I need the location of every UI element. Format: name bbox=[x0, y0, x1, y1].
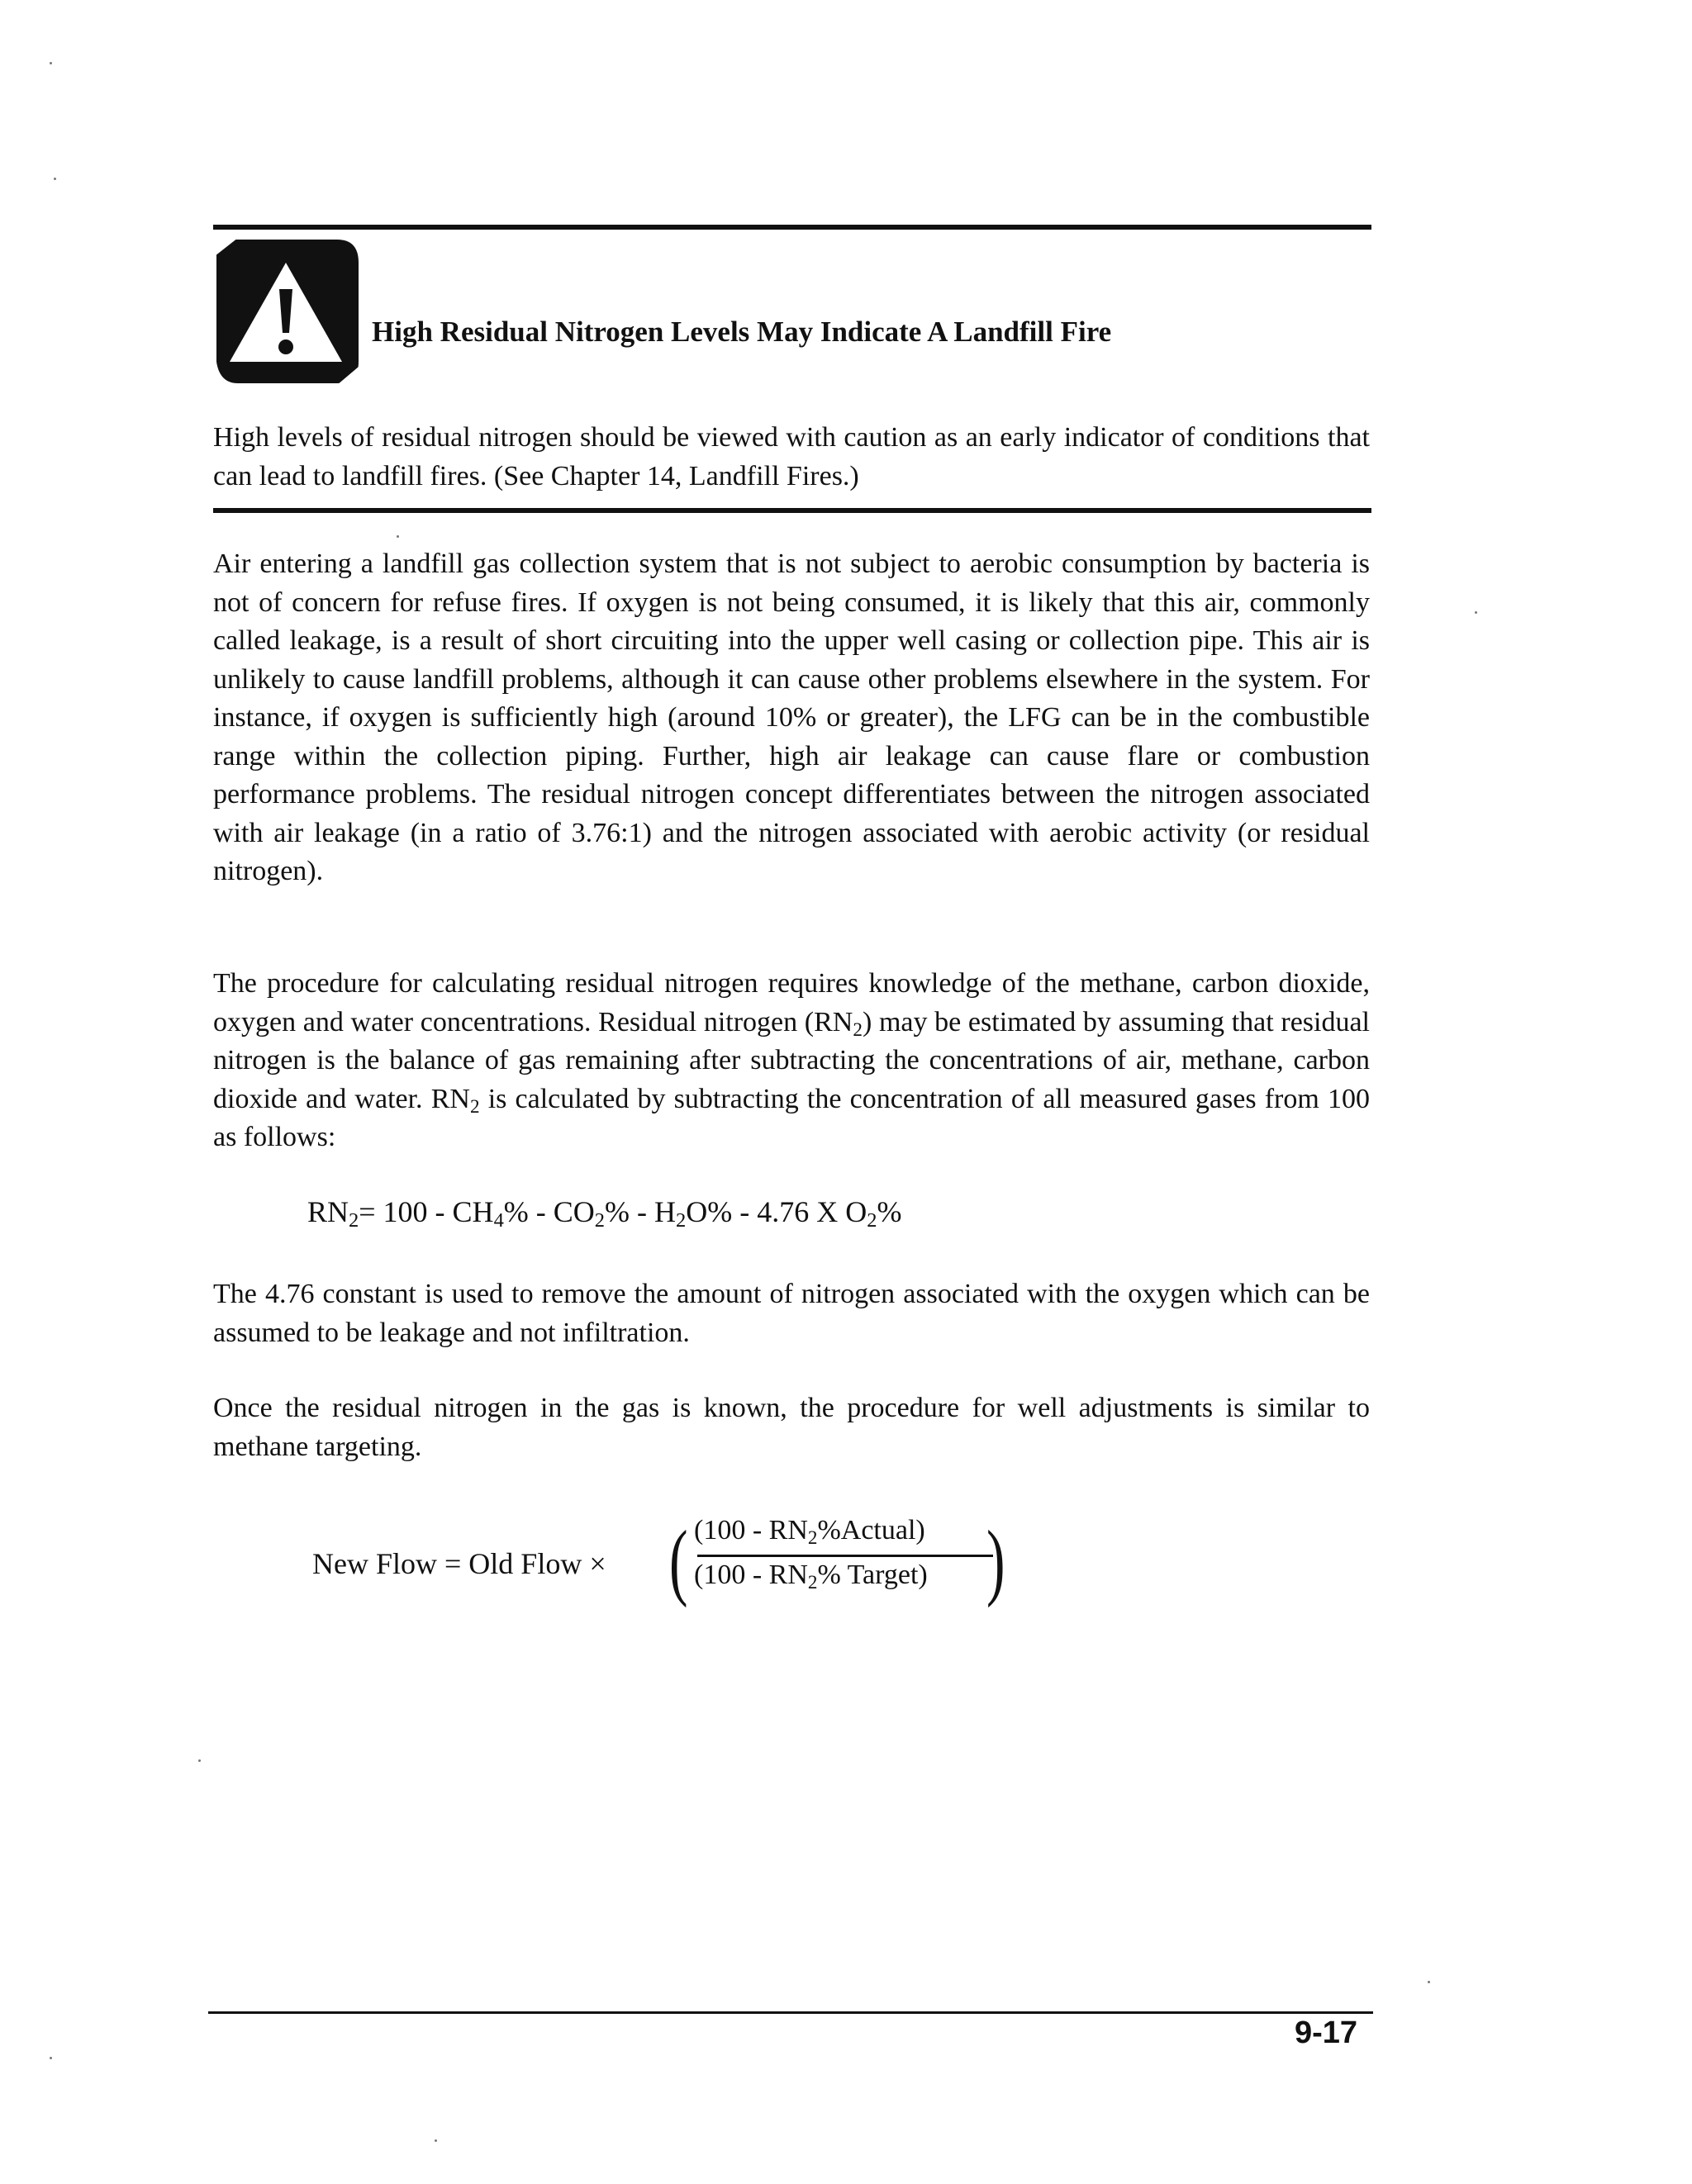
warning-bottom-rule bbox=[213, 508, 1371, 513]
page-number: 9-17 bbox=[1295, 2015, 1358, 2050]
footer-rule bbox=[208, 2011, 1373, 2014]
warning-text: High levels of residual nitrogen should be viewed with caution as an early indicator of conditions that can lead to landfill fires. (See Chapter 14, Landfill Fires.) bbox=[213, 422, 1370, 491]
scan-speck bbox=[198, 1759, 201, 1762]
residual-nitrogen-equation: $RN_2= 100 - CH_4\% - CO_2\% - H_2O\% - 4.76$ X $O_2\%$ bbox=[307, 1195, 902, 1232]
right-bracket: ) bbox=[986, 1513, 1005, 1608]
left-bracket: ( bbox=[669, 1513, 688, 1608]
paragraph-air-leakage: Air entering a landfill gas collection system that is not subject to aerobic consumption by bacteria is not of concern for refuse fires. If oxygen is not being consumed, it is likely that this air, commonly called leakage, is a result of short circuiting into the upper well casing or collection pipe. This air is unlikely to cause landfill problems, although it can cause other problems elsewhere in the system. For instance, if oxygen is sufficiently high (around 10% or greater), the LFG can be in the combustible range within the collection piping. Further, high air leakage can cause flare or combustion performance problems. The residual nitrogen concept differentiates between the nitrogen associated with air leakage (in a ratio of 3.76:1) and the nitrogen associated with aerobic activity (or residual nitrogen). bbox=[213, 548, 1370, 886]
scan-speck bbox=[435, 2139, 437, 2142]
scan-speck bbox=[54, 178, 56, 180]
new-flow-lhs: New Flow = Old Flow × bbox=[312, 1547, 606, 1580]
scan-speck bbox=[50, 62, 52, 64]
top-rule bbox=[213, 225, 1371, 230]
scan-speck bbox=[1428, 1981, 1430, 1983]
paragraph-well-adjustment: Once the residual nitrogen in the gas is known, the procedure for well adjustments is similar to methane targeting. bbox=[213, 1393, 1370, 1462]
equation-numerator: $(100 - RN_2\%Actual)$ bbox=[694, 1515, 925, 1549]
paragraph-residual-nitrogen-procedure: The procedure for calculating residual nitrogen requires knowledge of the methane, carbon dioxide, oxygen and water concentrations. Residual nitrogen $(RN_2)$ may be estimated by assuming that residual nitrogen is the balance of gas remaining after subtracting the concentrations of air, methane, carbon dioxide and water. $RN_2$ is calculated by subtracting the concentration of all measured gases from 100 as follows: bbox=[213, 968, 1370, 1152]
fraction-bar bbox=[697, 1555, 993, 1557]
scan-speck bbox=[1475, 611, 1477, 614]
paragraph-constant-explanation: The 4.76 constant is used to remove the amount of nitrogen associated with the oxygen which can be assumed to be leakage and not infiltration. bbox=[213, 1279, 1370, 1348]
warning-triangle-icon bbox=[213, 238, 359, 385]
warning-title: High Residual Nitrogen Levels May Indicate A Landfill Fire bbox=[372, 316, 1112, 348]
equation-denominator: ($100 - RN_2\%$ Target) bbox=[694, 1560, 928, 1593]
scan-speck bbox=[50, 2057, 52, 2059]
scan-speck bbox=[397, 535, 399, 538]
new-flow-equation bbox=[312, 1513, 1023, 1608]
